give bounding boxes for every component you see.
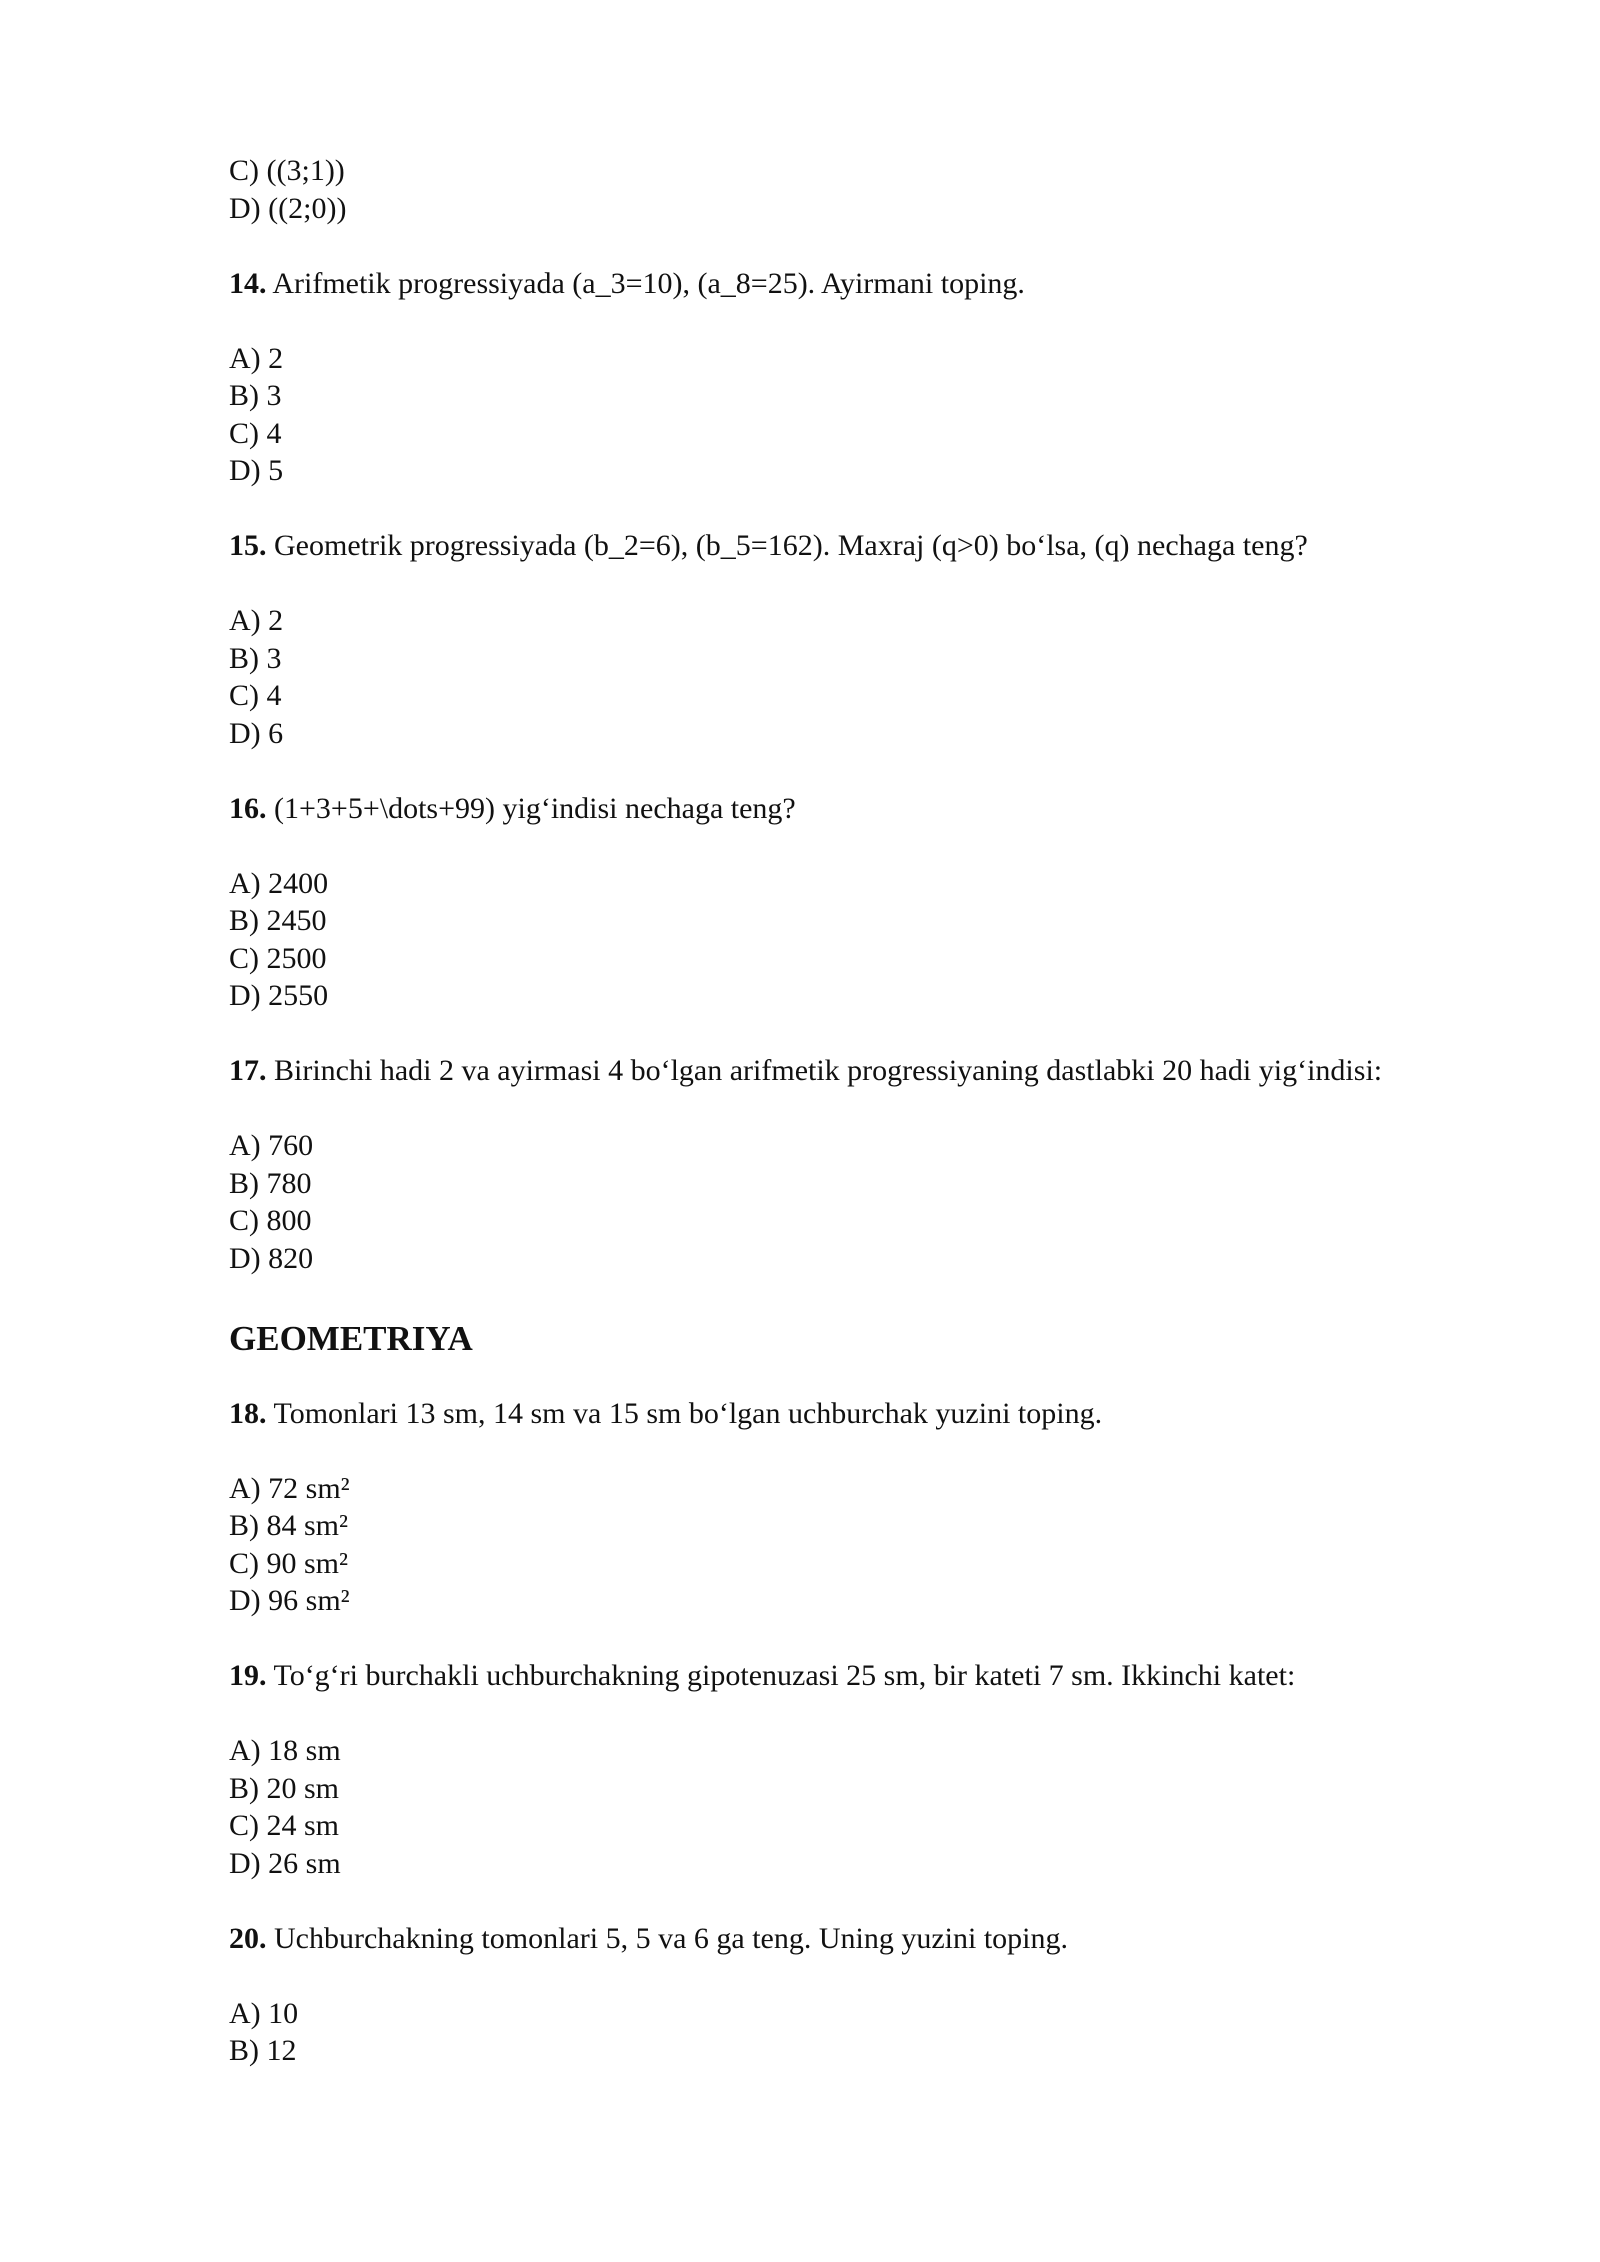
question-14 xyxy=(229,265,1529,490)
option-c: C) 2500 xyxy=(229,941,327,975)
option-b: B) 12 xyxy=(229,2034,297,2067)
option-d: D) 96 sm² xyxy=(229,1584,350,1617)
option-c: C) 24 sm xyxy=(229,1809,340,1842)
option-b: B) 3 xyxy=(229,379,282,412)
question-number: 19. xyxy=(229,1659,267,1692)
option-a: A) 2400 xyxy=(229,866,329,900)
question-18 xyxy=(229,1395,1529,1620)
section-heading: GEOMETRIYA xyxy=(229,1318,473,1358)
question-16 xyxy=(229,790,1529,1015)
question-number: 18. xyxy=(229,1396,267,1430)
question-number: 17. xyxy=(229,1054,267,1087)
question-number: 14. xyxy=(229,266,267,300)
option-d: D) 820 xyxy=(229,1241,314,1275)
question-text xyxy=(229,1052,1529,1090)
question-body: Birinchi hadi 2 va ayirmasi 4 bo‘lgan arifmetik progressiyaning dastlabki 20 hadi yig‘indisi: xyxy=(266,1054,1383,1087)
option-c: C) 800 xyxy=(229,1204,312,1237)
option-a: A) 2 xyxy=(229,341,284,375)
option-a: A) 18 sm xyxy=(229,1734,341,1767)
option-d: D) 5 xyxy=(229,454,284,487)
option-c: C) 90 sm² xyxy=(229,1546,349,1580)
option-d: D) ((2;0)) xyxy=(229,191,347,225)
document-page xyxy=(229,152,1529,2070)
question-20 xyxy=(229,1920,1529,2070)
option-b: B) 20 sm xyxy=(229,1771,340,1805)
option-c: C) 4 xyxy=(229,416,282,450)
prev-question-options xyxy=(229,152,1529,227)
option-d: D) 6 xyxy=(229,716,284,750)
question-17 xyxy=(229,1052,1529,1277)
option-a: A) 2 xyxy=(229,604,284,637)
question-text xyxy=(229,1920,1529,1958)
question-19 xyxy=(229,1657,1529,1882)
question-body: (1+3+5+\dots+99) yig‘indisi nechaga teng? xyxy=(266,791,796,825)
question-text xyxy=(229,527,1529,565)
option-a: A) 72 sm² xyxy=(229,1471,350,1505)
option-b: B) 780 xyxy=(229,1166,312,1200)
option-d: D) 2550 xyxy=(229,979,329,1012)
option-b: B) 2450 xyxy=(229,904,327,937)
question-number: 15. xyxy=(229,529,267,562)
question-text xyxy=(229,1657,1529,1695)
question-body: Geometrik progressiyada (b_2=6), (b_5=162). Maxraj (q>0) bo‘lsa, (q) nechaga teng? xyxy=(266,529,1308,562)
question-15 xyxy=(229,527,1529,752)
question-text xyxy=(229,265,1529,303)
question-text xyxy=(229,790,1529,828)
option-a: A) 760 xyxy=(229,1129,314,1162)
question-body: Arifmetik progressiyada (a_3=10), (a_8=25). Ayirmani toping. xyxy=(266,266,1025,300)
option-b: B) 84 sm² xyxy=(229,1509,349,1542)
question-number: 16. xyxy=(229,791,267,825)
option-a: A) 10 xyxy=(229,1996,299,2030)
question-number: 20. xyxy=(229,1921,267,1955)
option-c: C) 4 xyxy=(229,679,282,712)
option-b: B) 3 xyxy=(229,641,282,675)
question-body: To‘g‘ri burchakli uchburchakning gipotenuzasi 25 sm, bir kateti 7 sm. Ikkinchi katet: xyxy=(266,1659,1296,1692)
question-body: Tomonlari 13 sm, 14 sm va 15 sm bo‘lgan uchburchak yuzini toping. xyxy=(266,1396,1103,1430)
option-d: D) 26 sm xyxy=(229,1846,341,1880)
question-body: Uchburchakning tomonlari 5, 5 va 6 ga teng. Uning yuzini toping. xyxy=(266,1921,1069,1955)
question-text xyxy=(229,1395,1529,1433)
option-c: C) ((3;1)) xyxy=(229,154,345,187)
